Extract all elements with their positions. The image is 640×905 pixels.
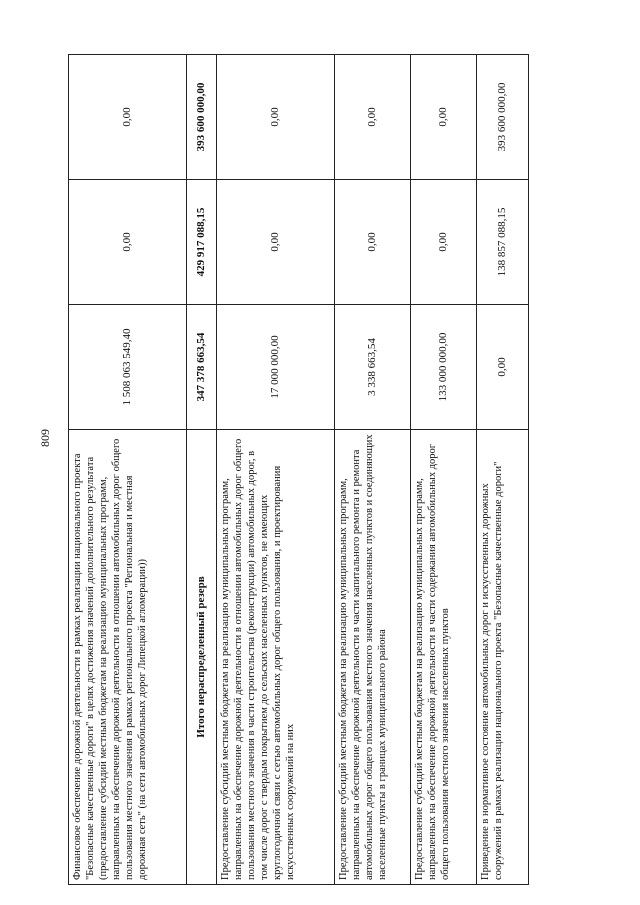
row-value-1: 347 378 663,54 — [187, 305, 217, 430]
row-value-1: 133 000 000,00 — [411, 305, 477, 430]
row-description: Итого нераспределенный резерв — [187, 430, 217, 885]
row-value-3: 0,00 — [217, 55, 335, 180]
row-value-2: 0,00 — [69, 180, 187, 305]
table-row — [477, 55, 529, 885]
row-value-3: 0,00 — [335, 55, 411, 180]
table-row-total — [187, 55, 217, 885]
row-value-2: 0,00 — [335, 180, 411, 305]
rotated-sheet — [68, 55, 529, 885]
row-description: Приведение в нормативное состояние автомобильных дорог и искусственных дорожных сооружений в рамках реализации национального проекта "Безопасные качественные дороги" — [477, 430, 529, 885]
row-description: Предоставление субсидий местным бюджетам на реализацию муниципальных программ, направленных на обеспечение дорожной деятельности в части содержания автомобильных дорог общего пользования местного значения населенных пунктов — [411, 430, 477, 885]
row-value-1: 17 000 000,00 — [217, 305, 335, 430]
row-description: Финансовое обеспечение дорожной деятельности в рамках реализации национального проекта "Безопасные качественные дороги" в целях достижения значений дополнительного результата (предоставление субсидий местным бюджетам на реализацию муниципальных программ, направленных на обеспечение дорожной деятельности в отношении автомобильных дорог общего пользования местного значения в рамках регионального проекта "Региональная и местная дорожная сеть" (на сети автомобильных дорог Липецкой агломерации)) — [69, 430, 187, 885]
row-value-2: 0,00 — [217, 180, 335, 305]
table-row — [335, 55, 411, 885]
table-row — [217, 55, 335, 885]
row-value-2: 138 857 088,15 — [477, 180, 529, 305]
row-description: Предоставление субсидий местным бюджетам на реализацию муниципальных программ, направленных на обеспечение дорожной деятельности в части капитального ремонта и ремонта автомобильных дорог общего пользования местного значения населенных пунктов и соединяющих населенные пункты в границах муниципального района — [335, 430, 411, 885]
page-number: 809 — [38, 429, 52, 447]
row-value-3: 393 600 000,00 — [187, 55, 217, 180]
row-value-2: 0,00 — [411, 180, 477, 305]
row-value-3: 393 600 000,00 — [477, 55, 529, 180]
table-row — [69, 55, 187, 885]
row-value-3: 0,00 — [69, 55, 187, 180]
row-value-1: 3 338 663,54 — [335, 305, 411, 430]
row-value-2: 429 917 088,15 — [187, 180, 217, 305]
budget-table — [68, 54, 529, 885]
row-value-1: 1 508 063 549,40 — [69, 305, 187, 430]
table-row — [411, 55, 477, 885]
row-value-3: 0,00 — [411, 55, 477, 180]
row-value-1: 0,00 — [477, 305, 529, 430]
row-description: Предоставление субсидий местным бюджетам на реализацию муниципальных программ, направленных на обеспечение дорожной деятельности в отношении автомобильных дорог общего пользования местного значения в части строительства (реконструкции) автомобильных дорог, в том числе дорог с твердым покрытием до сельских населенных пунктов, не имеющих круглогодичной связи с сетью автомобильных дорог общего пользования, и проектирования искусственных сооружений на них — [217, 430, 335, 885]
